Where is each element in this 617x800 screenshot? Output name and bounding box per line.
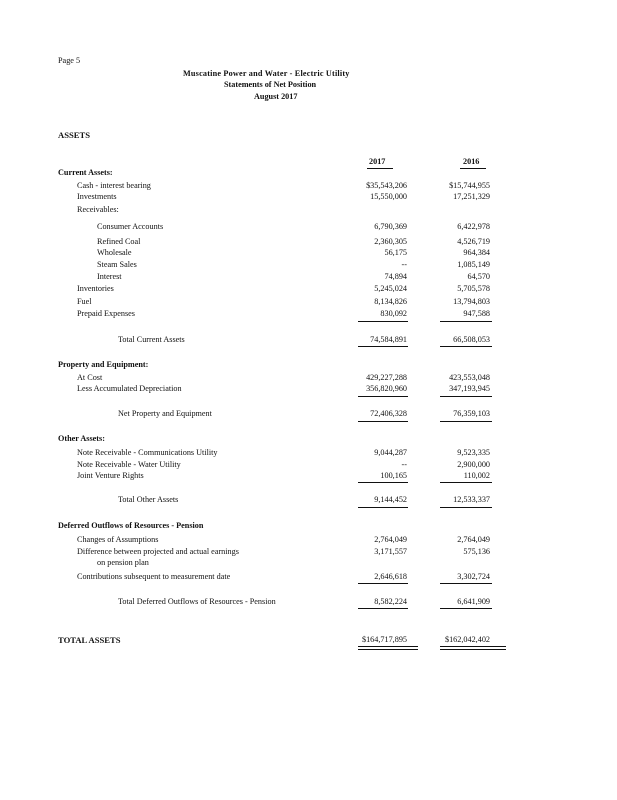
- total-assets-2016: $162,042,402: [444, 635, 490, 644]
- column-2016-underline: [460, 168, 486, 169]
- net-property-2017: 72,406,328: [370, 409, 407, 418]
- difference-2016: 575,136: [463, 547, 490, 556]
- joint-venture-2016: 110,002: [463, 471, 490, 480]
- cash-2016: $15,744,955: [449, 181, 490, 190]
- total-deferred-underline-2017: [358, 608, 408, 609]
- total-other-underline-2016: [440, 507, 492, 508]
- changes-2016: 2,764,049: [457, 535, 490, 544]
- total-deferred-2017: 8,582,224: [374, 597, 407, 606]
- property-underline-2016: [440, 396, 492, 397]
- wholesale-2016: 964,384: [463, 248, 490, 257]
- cash-label: Cash - interest bearing: [77, 181, 151, 190]
- difference-label-cont: on pension plan: [97, 558, 149, 567]
- wholesale-label: Wholesale: [97, 248, 132, 257]
- column-2016: 2016: [463, 157, 480, 166]
- note-water-label: Note Receivable - Water Utility: [77, 460, 181, 469]
- total-current-underline-2017: [358, 346, 408, 347]
- joint-venture-2017: 100,165: [380, 471, 407, 480]
- total-other-2016: 12,533,337: [453, 495, 490, 504]
- inventories-2017: 5,245,024: [374, 284, 407, 293]
- changes-label: Changes of Assumptions: [77, 535, 159, 544]
- net-property-2016: 76,359,103: [453, 409, 490, 418]
- total-assets-underline-2016: [440, 646, 506, 650]
- total-assets-2017: $164,717,895: [361, 635, 407, 644]
- property-heading: Property and Equipment:: [58, 360, 149, 369]
- company-title: Muscatine Power and Water - Electric Utility: [183, 69, 350, 78]
- total-other-underline-2017: [358, 507, 408, 508]
- other-assets-heading: Other Assets:: [58, 434, 105, 443]
- refined-coal-label: Refined Coal: [97, 237, 141, 246]
- property-underline-2017: [358, 396, 408, 397]
- assets-heading: ASSETS: [58, 130, 91, 140]
- statement-date: August 2017: [254, 92, 298, 101]
- difference-label: Difference between projected and actual earnings: [77, 547, 239, 556]
- note-water-2016: 2,900,000: [457, 460, 490, 469]
- total-current-label: Total Current Assets: [118, 335, 185, 344]
- other-underline-2016: [440, 482, 492, 483]
- net-property-label: Net Property and Equipment: [118, 409, 212, 418]
- total-deferred-2016: 6,641,909: [457, 597, 490, 606]
- page-number: Page 5: [58, 56, 81, 65]
- net-property-underline-2016: [440, 421, 492, 422]
- fuel-label: Fuel: [77, 297, 92, 306]
- consumer-2016: 6,422,978: [457, 222, 490, 231]
- prepaid-2016: 947,588: [463, 309, 490, 318]
- statement-title: Statements of Net Position: [224, 80, 317, 89]
- investments-2016: 17,251,329: [453, 192, 490, 201]
- prepaid-2017: 830,092: [380, 309, 407, 318]
- inventories-label: Inventories: [77, 284, 114, 293]
- difference-2017: 3,171,557: [374, 547, 407, 556]
- inventories-2016: 5,705,578: [457, 284, 490, 293]
- total-deferred-underline-2016: [440, 608, 492, 609]
- contributions-label: Contributions subsequent to measurement date: [77, 572, 231, 581]
- steam-label: Steam Sales: [97, 260, 137, 269]
- at-cost-label: At Cost: [77, 373, 103, 382]
- cash-2017: $35,543,206: [366, 181, 407, 190]
- steam-2017: --: [401, 260, 407, 269]
- joint-venture-label: Joint Venture Rights: [77, 471, 144, 480]
- consumer-2017: 6,790,369: [374, 222, 407, 231]
- current-underline-2017: [358, 321, 408, 322]
- total-other-2017: 9,144,452: [374, 495, 407, 504]
- note-water-2017: --: [401, 460, 407, 469]
- receivables-label: Receivables:: [77, 205, 119, 214]
- interest-2017: 74,894: [384, 272, 407, 281]
- current-assets-heading: Current Assets:: [58, 168, 113, 177]
- contributions-2017: 2,646,618: [374, 572, 407, 581]
- deferred-underline-2017: [358, 583, 408, 584]
- depreciation-2016: 347,193,945: [449, 384, 490, 393]
- changes-2017: 2,764,049: [374, 535, 407, 544]
- note-comm-label: Note Receivable - Communications Utility: [77, 448, 218, 457]
- contributions-2016: 3,302,724: [457, 572, 490, 581]
- steam-2016: 1,085,149: [457, 260, 490, 269]
- other-underline-2017: [358, 482, 408, 483]
- note-comm-2016: 9,523,335: [457, 448, 490, 457]
- total-other-label: Total Other Assets: [118, 495, 179, 504]
- column-2017-underline: [367, 168, 393, 169]
- fuel-2017: 8,134,826: [374, 297, 407, 306]
- net-property-underline-2017: [358, 421, 408, 422]
- total-assets-label: TOTAL ASSETS: [58, 635, 121, 645]
- refined-coal-2017: 2,360,305: [374, 237, 407, 246]
- at-cost-2017: 429,227,288: [366, 373, 407, 382]
- deferred-heading: Deferred Outflows of Resources - Pension: [58, 521, 204, 530]
- fuel-2016: 13,794,803: [453, 297, 490, 306]
- interest-label: Interest: [97, 272, 122, 281]
- total-current-2017: 74,584,891: [370, 335, 407, 344]
- total-current-2016: 66,508,053: [453, 335, 490, 344]
- total-current-underline-2016: [440, 346, 492, 347]
- consumer-label: Consumer Accounts: [97, 222, 164, 231]
- column-2017: 2017: [369, 157, 386, 166]
- note-comm-2017: 9,044,287: [374, 448, 407, 457]
- wholesale-2017: 56,175: [384, 248, 407, 257]
- deferred-underline-2016: [440, 583, 492, 584]
- total-deferred-label: Total Deferred Outflows of Resources - Pension: [118, 597, 276, 606]
- prepaid-label: Prepaid Expenses: [77, 309, 135, 318]
- depreciation-2017: 356,820,960: [366, 384, 407, 393]
- investments-2017: 15,550,000: [370, 192, 407, 201]
- total-assets-underline-2017: [358, 646, 418, 650]
- current-underline-2016: [440, 321, 492, 322]
- refined-coal-2016: 4,526,719: [457, 237, 490, 246]
- depreciation-label: Less Accumulated Depreciation: [77, 384, 182, 393]
- at-cost-2016: 423,553,048: [449, 373, 490, 382]
- investments-label: Investments: [77, 192, 117, 201]
- interest-2016: 64,570: [467, 272, 490, 281]
